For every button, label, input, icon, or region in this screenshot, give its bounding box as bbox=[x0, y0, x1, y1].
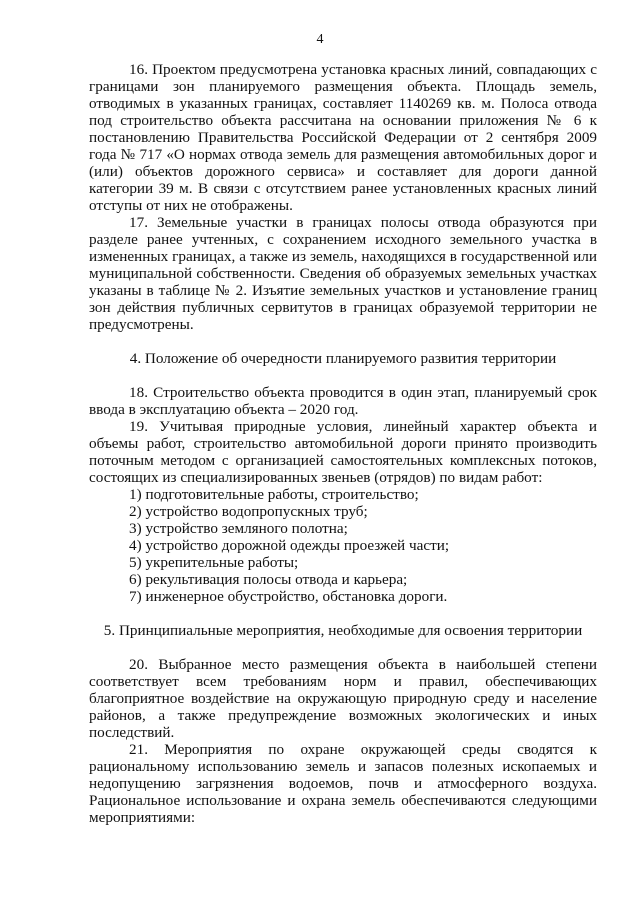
paragraph-17: 17. Земельные участки в границах полосы отвода образуются при разделе ранее учтенных, с сохранением исходного земельного участка в измененных границах, а также из земель, находящихся в государственной или муниципальной собственности. Сведения об образуемых земельных участках указаны в таблице № 2. Изъятие земельных участков и установление границ зон действия публичных сервитутов в границах образуемой территории не предусмотрены. bbox=[89, 214, 597, 333]
list-item: 7) инженерное обустройство, обстановка дороги. bbox=[129, 588, 448, 605]
section-heading-5: 5. Принципиальные мероприятия, необходимые для освоения территории bbox=[103, 622, 583, 639]
list-item: 1) подготовительные работы, строительство; bbox=[129, 486, 419, 503]
paragraph-19: 19. Учитывая природные условия, линейный характер объекта и объемы работ, строительство автомобильной дороги принято производить поточным методом с организацией самостоятельных комплексных потоков, состоящих из специализированных звеньев (отрядов) по видам работ: bbox=[89, 418, 597, 486]
paragraph-20: 20. Выбранное место размещения объекта в наибольшей степени соответствует всем требованиям норм и правил, обеспечивающих благоприятное воздействие на окружающую природную среду и население районов, а также предупреждение возможных экологических и иных последствий. bbox=[89, 656, 597, 741]
list-item: 4) устройство дорожной одежды проезжей части; bbox=[129, 537, 450, 554]
works-list bbox=[89, 486, 597, 605]
list-item: 3) устройство земляного полотна; bbox=[129, 520, 348, 537]
list-item: 5) укрепительные работы; bbox=[129, 554, 299, 571]
paragraph-21: 21. Мероприятия по охране окружающей среды сводятся к рациональному использованию земель и запасов полезных ископаемых и недопущению загрязнения водоемов, почв и атмосферного воздуха. Рациональное использование и охрана земель обеспечиваются следующими мероприятиями: bbox=[89, 741, 597, 826]
section-heading-4: 4. Положение об очередности планируемого развития территории bbox=[129, 350, 557, 367]
paragraph-16: 16. Проектом предусмотрена установка красных линий, совпадающих с границами зон планируемого размещения объекта. Площадь земель, отводимых в указанных границах, составляет 1140269 кв. м. Полоса отвода под строительство объекта рассчитана на основании приложения № 6 к постановлению Правительства Российской Федерации от 2 сентября 2009 года № 717 «О нормах отвода земель для размещения автомобильных дорог и (или) объектов дорожного сервиса» и составляет для дороги данной категории 39 м. В связи с отсутствием ранее установленных красных линий отступы от них не отображены. bbox=[89, 61, 597, 214]
list-item: 6) рекультивация полосы отвода и карьера; bbox=[129, 571, 408, 588]
paragraph-18: 18. Строительство объекта проводится в один этап, планируемый срок ввода в эксплуатацию объекта – 2020 год. bbox=[89, 384, 597, 418]
list-item: 2) устройство водопропускных труб; bbox=[129, 503, 368, 520]
document-body bbox=[89, 61, 597, 826]
page-number: 4 bbox=[316, 32, 324, 47]
